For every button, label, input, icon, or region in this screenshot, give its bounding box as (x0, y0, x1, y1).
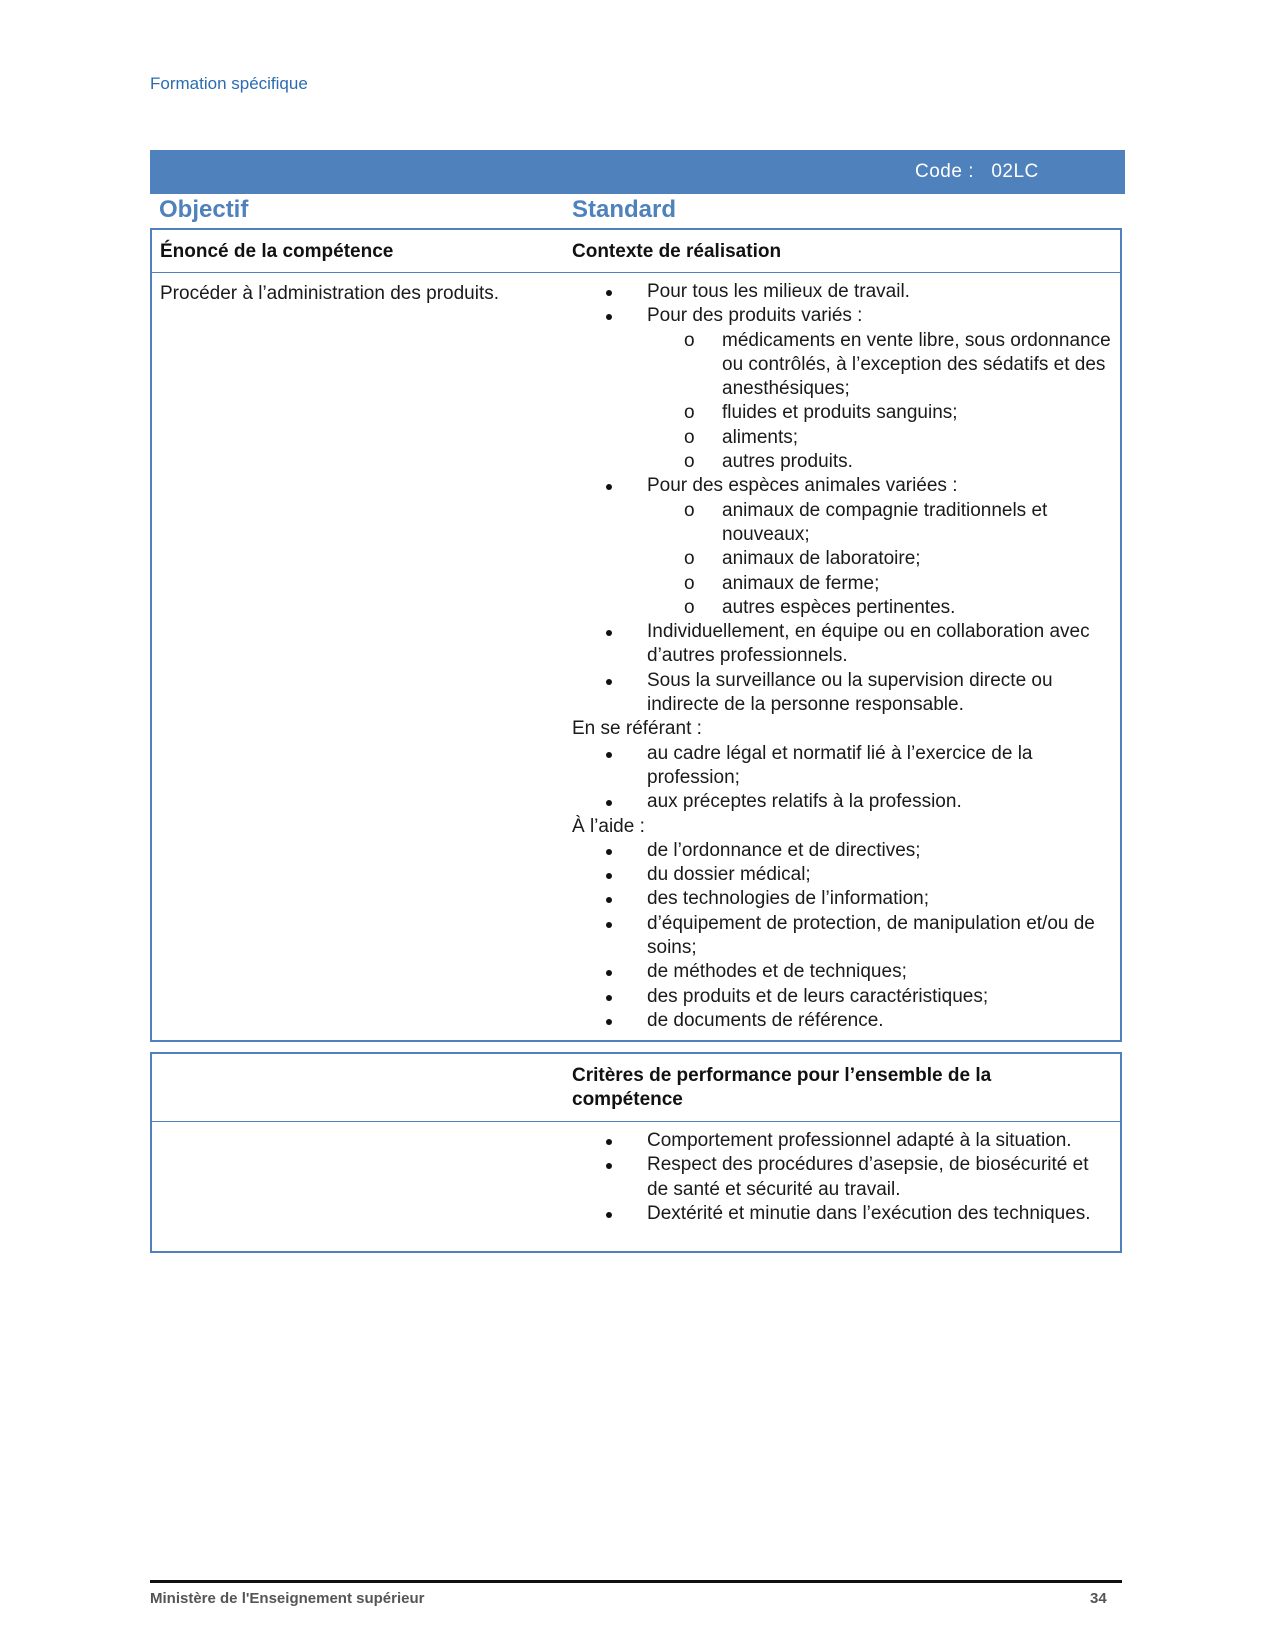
list-item: aux préceptes relatifs à la profession. (572, 790, 1112, 814)
list-item: o animaux de laboratoire; (572, 547, 1112, 571)
code-value: 02LC (991, 161, 1039, 182)
code-text (915, 161, 1039, 183)
contexte-list (572, 280, 1112, 1033)
list-item: Dextérité et minutie dans l’exécution des techniques. (572, 1202, 1112, 1226)
list-item: Comportement professionnel adapté à la situation. (572, 1129, 1112, 1153)
list-item: d’équipement de protection, de manipulation et/ou de soins; (572, 912, 1112, 961)
enonce-text: Procéder à l’administration des produits. (160, 283, 500, 304)
section-label: Formation spécifique (150, 74, 308, 93)
list-item: des technologies de l’information; (572, 887, 1112, 911)
list-item: Pour tous les milieux de travail. (572, 280, 1112, 304)
list-item: au cadre légal et normatif lié à l’exercice de la profession; (572, 742, 1112, 791)
list-item: o aliments; (572, 426, 1112, 450)
criteria-list (572, 1129, 1112, 1226)
contexte-header: Contexte de réalisation (572, 241, 782, 262)
list-item: o fluides et produits sanguins; (572, 401, 1112, 425)
standard-heading: Standard (572, 196, 677, 223)
list-item: Individuellement, en équipe ou en collaboration avec d’autres professionnels. (572, 620, 1112, 669)
objectif-heading: Objectif (159, 196, 249, 223)
footer-ministry: Ministère de l'Enseignement supérieur (150, 1590, 425, 1607)
list-item: de méthodes et de techniques; (572, 960, 1112, 984)
list-item: de documents de référence. (572, 1009, 1112, 1033)
list-item: o autres produits. (572, 450, 1112, 474)
list-item: o animaux de compagnie traditionnels et nouveaux; (572, 499, 1112, 548)
list-item: o médicaments en vente libre, sous ordonnance ou contrôlés, à l’exception des sédatifs et des anesthésiques; (572, 329, 1112, 402)
list-item: des produits et de leurs caractéristiques; (572, 985, 1112, 1009)
list-item: Sous la surveillance ou la supervision directe ou indirecte de la personne responsable. (572, 669, 1112, 718)
code-bar (150, 150, 1125, 194)
row-divider (152, 272, 1120, 273)
list-item: Pour des espèces animales variées : (572, 474, 1112, 498)
list-item: du dossier médical; (572, 863, 1112, 887)
list-item: Respect des procédures d’asepsie, de biosécurité et de santé et sécurité au travail. (572, 1153, 1112, 1202)
list-item: de l’ordonnance et de directives; (572, 839, 1112, 863)
footer-rule (150, 1580, 1122, 1583)
criteria-header: Critères de performance pour l’ensemble de la compétence (572, 1065, 992, 1110)
enonce-header: Énoncé de la compétence (160, 241, 394, 262)
list-item: o animaux de ferme; (572, 572, 1112, 596)
criteria-table (150, 1052, 1122, 1253)
list-item: Pour des produits variés : (572, 304, 1112, 328)
list-subheading: En se référant : (572, 718, 702, 740)
row-divider (152, 1121, 1120, 1122)
list-item: o autres espèces pertinentes. (572, 596, 1112, 620)
competence-table (150, 228, 1122, 1042)
page-number: 34 (1090, 1590, 1107, 1607)
code-label: Code : (915, 161, 974, 182)
list-subheading: À l’aide : (572, 815, 645, 837)
